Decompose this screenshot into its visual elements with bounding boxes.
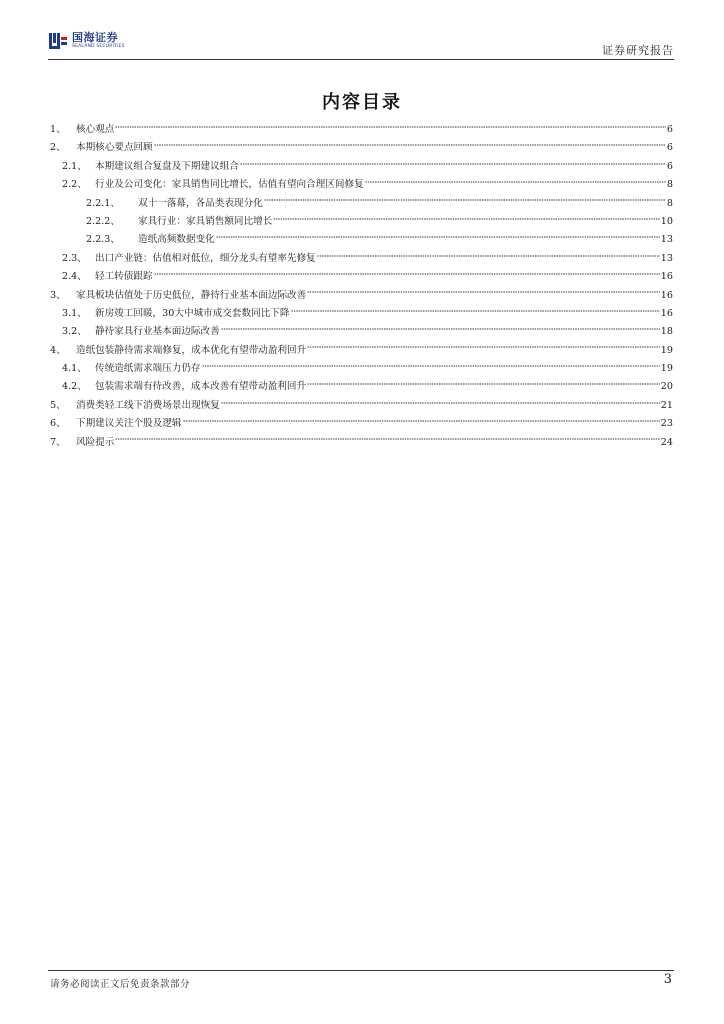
toc-leader-dots xyxy=(307,381,660,387)
toc-entry-number: 7、 xyxy=(50,436,66,448)
logo-english-name: SEALAND SECURITIES xyxy=(72,44,125,50)
toc-entry[interactable] xyxy=(50,287,673,305)
toc-entry-page: 16 xyxy=(660,307,673,319)
toc-entry-page: 6 xyxy=(666,160,673,172)
toc-entry[interactable] xyxy=(50,139,673,157)
toc-entry[interactable] xyxy=(50,415,673,433)
toc-entry-page: 13 xyxy=(660,234,673,246)
toc-title: 内容目录 xyxy=(322,92,402,113)
toc-entry-title: 本期核心要点回顾 xyxy=(76,142,153,154)
header-divider xyxy=(48,59,674,60)
toc-entry-number: 2.3、 xyxy=(62,252,87,264)
toc-entry-number: 2.2、 xyxy=(62,179,87,191)
page-number: 3 xyxy=(663,972,672,987)
toc-leader-dots xyxy=(202,363,660,369)
toc-entry-number: 3.2、 xyxy=(62,326,87,338)
toc-entry-number: 2.4、 xyxy=(62,271,87,283)
toc-entry-title: 传统造纸需求端压力仍存 xyxy=(95,363,201,375)
toc-entry-number: 4、 xyxy=(50,344,66,356)
toc-entry[interactable] xyxy=(50,250,673,268)
toc-entry-page: 13 xyxy=(660,252,673,264)
toc-entry-title: 家具板块估值处于历史低位，静待行业基本面边际改善 xyxy=(76,289,307,301)
toc-leader-dots xyxy=(183,418,660,424)
toc-entry-number: 4.1、 xyxy=(62,363,87,375)
toc-entry-title: 双十一落幕，各品类表现分化 xyxy=(138,197,263,209)
toc-entry-number: 4.2、 xyxy=(62,381,87,393)
toc-leader-dots xyxy=(216,234,660,240)
toc-leader-dots xyxy=(154,271,660,277)
toc-entry[interactable] xyxy=(50,213,673,231)
footer-divider xyxy=(48,970,674,971)
toc-entry-title: 本期建议组合复盘及下期建议组合 xyxy=(95,160,239,172)
toc-entry[interactable] xyxy=(50,176,673,194)
toc-entry-title: 轻工转债跟踪 xyxy=(95,271,153,283)
toc-entry-title: 包装需求端有待改善，成本改善有望带动盈利回升 xyxy=(95,381,307,393)
company-logo xyxy=(48,30,125,52)
toc-entry-title: 造纸包装静待需求端修复，成本优化有望带动盈利回升 xyxy=(76,344,307,356)
toc-entry[interactable] xyxy=(50,397,673,415)
toc-entry-page: 16 xyxy=(660,271,673,283)
toc-entry-number: 2.2.2、 xyxy=(86,215,121,227)
toc-entry[interactable] xyxy=(50,305,673,323)
toc-entry-page: 18 xyxy=(660,326,673,338)
toc-entry[interactable] xyxy=(50,158,673,176)
toc-entry-number: 2.1、 xyxy=(62,160,87,172)
toc-leader-dots xyxy=(221,400,660,406)
toc-leader-dots xyxy=(307,345,660,351)
toc-entry-number: 2.2.3、 xyxy=(86,234,121,246)
toc-entry-number: 3.1、 xyxy=(62,307,87,319)
toc-leader-dots xyxy=(317,253,660,259)
toc-leader-dots xyxy=(273,216,659,222)
logo-chinese-name: 国海证券 xyxy=(72,31,118,45)
toc-leader-dots xyxy=(240,161,666,167)
toc-leader-dots xyxy=(115,437,659,443)
toc-entry-number: 1、 xyxy=(50,124,66,135)
toc-entry-title: 静待家具行业基本面边际改善 xyxy=(95,326,220,338)
toc-entry-page: 24 xyxy=(660,436,673,448)
toc-entry-title: 新房竣工回暖，30大中城市成交套数同比下降 xyxy=(95,307,290,319)
toc-entry-number: 2.2.1、 xyxy=(86,197,121,209)
toc-entry-page: 21 xyxy=(660,399,673,411)
toc-entry[interactable] xyxy=(50,195,673,213)
toc-leader-dots xyxy=(115,124,666,130)
toc-entry-page: 19 xyxy=(660,363,673,375)
toc-entry-page: 6 xyxy=(666,142,673,154)
toc-entry-number: 2、 xyxy=(50,142,66,154)
toc-entry[interactable] xyxy=(50,268,673,286)
toc-leader-dots xyxy=(365,179,666,185)
toc-entry-title: 家具行业：家具销售额同比增长 xyxy=(138,215,273,227)
toc-entry[interactable] xyxy=(50,121,673,139)
toc-entry-title: 消费类轻工线下消费场景出现恢复 xyxy=(76,399,220,411)
toc-entry[interactable] xyxy=(50,231,673,249)
toc-leader-dots xyxy=(154,142,666,148)
toc-entry-number: 5、 xyxy=(50,399,66,411)
toc-entry-title: 出口产业链：估值相对低位，细分龙头有望率先修复 xyxy=(95,252,316,264)
table-of-contents xyxy=(50,121,673,452)
toc-entry-title: 核心观点 xyxy=(76,124,115,135)
toc-entry[interactable] xyxy=(50,342,673,360)
toc-entry-number: 3、 xyxy=(50,289,66,301)
toc-entry-page: 6 xyxy=(666,124,673,135)
toc-entry-page: 8 xyxy=(666,179,673,191)
toc-entry-page: 8 xyxy=(666,197,673,209)
toc-entry[interactable] xyxy=(50,323,673,341)
toc-entry-page: 23 xyxy=(660,418,673,430)
toc-leader-dots xyxy=(264,198,666,204)
toc-entry-page: 10 xyxy=(660,215,673,227)
toc-entry-title: 造纸高频数据变化 xyxy=(138,234,215,246)
toc-entry[interactable] xyxy=(50,434,673,452)
toc-entry-page: 19 xyxy=(660,344,673,356)
toc-leader-dots xyxy=(291,308,660,314)
toc-entry-number: 6、 xyxy=(50,418,66,430)
page-header xyxy=(48,30,674,60)
toc-entry-page: 16 xyxy=(660,289,673,301)
report-type-label: 证券研究报告 xyxy=(602,44,674,57)
toc-leader-dots xyxy=(307,290,660,296)
sealand-logo-icon xyxy=(48,31,68,51)
toc-leader-dots xyxy=(221,326,660,332)
toc-entry-title: 行业及公司变化：家具销售同比增长，估值有望向合理区间修复 xyxy=(95,179,364,191)
toc-entry[interactable] xyxy=(50,378,673,396)
footer-disclaimer: 请务必阅读正文后免责条款部分 xyxy=(50,979,191,990)
toc-entry-page: 20 xyxy=(660,381,673,393)
toc-entry-title: 风险提示 xyxy=(76,436,115,448)
toc-entry[interactable] xyxy=(50,360,673,378)
toc-entry-title: 下期建议关注个股及逻辑 xyxy=(76,418,182,430)
